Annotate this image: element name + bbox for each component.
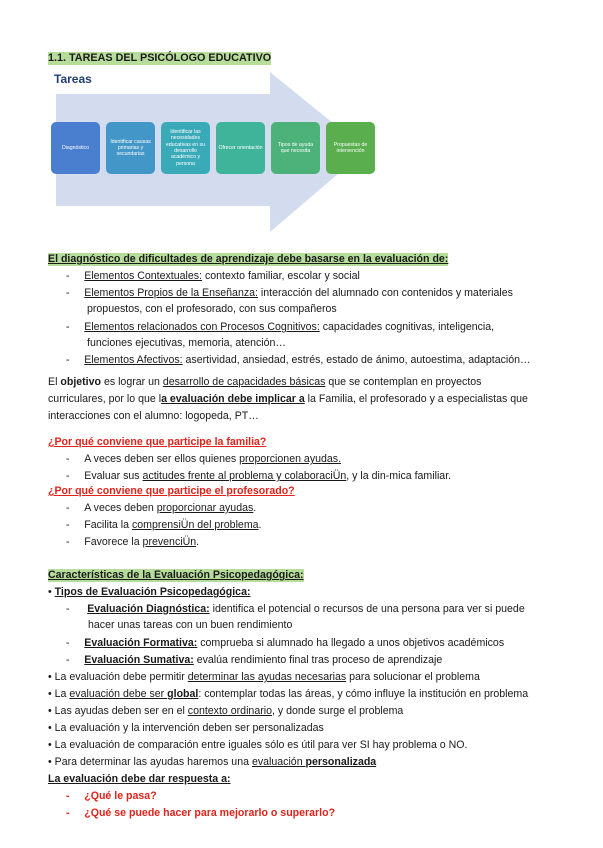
list-item: - Elementos Afectivos: asertividad, ansiedad, estrés, estado de ánimo, autoestima, adaptación… xyxy=(66,354,531,366)
diagram-title: Tareas xyxy=(54,72,92,86)
list-item: - Evaluación Sumativa: evalúa rendimiento final tras proceso de aprendizaje xyxy=(66,654,443,666)
list-item: - Elementos Propios de la Enseñanza: interacción del alumnado con contenidos y materiales xyxy=(66,287,513,299)
step-propuestas: Propuestas de intervención xyxy=(326,122,375,174)
list-item: - Elementos Contextuales: contexto familiar, escolar y social xyxy=(66,270,360,282)
section-heading: 1.1. TAREAS DEL PSICÓLOGO EDUCATIVO xyxy=(48,52,272,64)
bullet-item: • Para determinar las ayudas haremos una evaluación personalizada xyxy=(48,756,377,768)
bullet-item: • La evaluación y la intervención deben ser personalizadas xyxy=(48,722,324,734)
list-item: - Evaluar sus actitudes frente al problema y colaboraciÜn, y la din-mica familiar. xyxy=(66,470,452,482)
step-ofrecer-orientacion: Ofrecer orientación xyxy=(216,122,265,174)
list-item: - ¿Qué se puede hacer para mejorarlo o superarlo? xyxy=(66,807,336,819)
list-item: - A veces deben ser ellos quienes proporcionen ayudas. xyxy=(66,453,342,465)
tasks-diagram xyxy=(48,72,368,242)
list-item: - Facilita la comprensiÜn del problema. xyxy=(66,519,262,531)
bullet-item: • Las ayudas deben ser en el contexto ordinario, y donde surge el problema xyxy=(48,705,404,717)
list-item: - Evaluación Formativa: comprueba si alumnado ha llegado a unos objetivos académicos xyxy=(66,637,505,649)
bullet-item: • La evaluación debe permitir determinar las ayudas necesarias para solucionar el problema xyxy=(48,671,480,683)
list-item: - Evaluación Diagnóstica: identifica el potencial o recursos de una persona para ver si puede xyxy=(66,603,525,615)
list-item: - Elementos relacionados con Procesos Cognitivos: capacidades cognitivas, inteligencia, xyxy=(66,321,495,333)
bullet-item: • La evaluación de comparación entre iguales sólo es útil para ver SI hay problema o NO. xyxy=(48,739,468,751)
list-item: - ¿Qué le pasa? xyxy=(66,790,157,802)
caracteristicas-heading: Características de la Evaluación Psicopedagógica: xyxy=(48,569,304,581)
diag-heading: El diagnóstico de dificultades de aprendizaje debe basarse en la evaluación de: xyxy=(48,253,449,265)
list-item: - A veces deben proporcionar ayudas. xyxy=(66,502,257,514)
bullet-item: • La evaluación debe ser global: contemplar todas las áreas, y cómo influye la institución en problema xyxy=(48,688,529,700)
step-diagnostico: Diagnóstico xyxy=(51,122,100,174)
respuesta-heading: La evaluación debe dar respuesta a: xyxy=(48,773,231,785)
list-item-cont: funciones ejecutivas, memoria, atención… xyxy=(87,337,287,349)
list-item-cont: propuestos, con el profesorado, con sus compañeros xyxy=(87,303,337,315)
profesorado-question: ¿Por qué conviene que participe el profesorado? xyxy=(48,485,295,497)
familia-question: ¿Por qué conviene que participe la familia? xyxy=(48,436,267,448)
step-identificar-necesidades: Identificar las necesidades educativas en su desarrollo académico y persona xyxy=(161,122,210,174)
step-tipos-ayuda: Tipos de ayuda que necesita xyxy=(271,122,320,174)
step-identificar-causas: Identificar causas primarias y secundarias xyxy=(106,122,155,174)
list-item: - Favorece la prevenciÜn. xyxy=(66,536,200,548)
